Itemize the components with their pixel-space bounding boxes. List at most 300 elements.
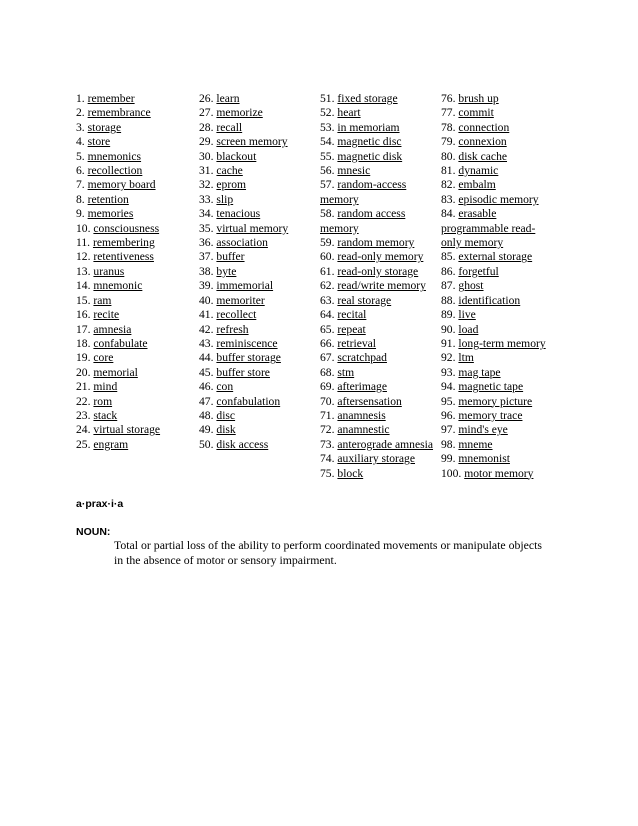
word-list-item bbox=[199, 438, 320, 452]
word-link[interactable]: dynamic bbox=[458, 164, 499, 178]
item-number: 25. bbox=[76, 437, 91, 451]
item-number: 69. bbox=[320, 380, 335, 394]
word-column-1 bbox=[76, 92, 199, 481]
item-number: 94. bbox=[441, 380, 456, 394]
item-number: 21. bbox=[76, 380, 91, 394]
word-link[interactable]: stack bbox=[93, 408, 118, 422]
word-link[interactable]: byte bbox=[216, 264, 237, 278]
word-link[interactable]: disk bbox=[216, 423, 236, 437]
word-link[interactable]: motor memory bbox=[464, 466, 534, 480]
definition-headword: a·prax·i·a bbox=[76, 498, 124, 510]
word-link[interactable]: scratchpad bbox=[337, 351, 387, 365]
word-list-item bbox=[320, 92, 441, 106]
item-number: 19. bbox=[76, 351, 91, 365]
item-number: 63. bbox=[320, 293, 335, 307]
part-of-speech-label: NOUN: bbox=[76, 526, 111, 538]
word-link[interactable]: memory picture bbox=[458, 394, 533, 408]
word-link[interactable]: reminiscence bbox=[216, 336, 278, 350]
word-list-item bbox=[76, 92, 199, 106]
item-number: 90. bbox=[441, 322, 456, 336]
word-link[interactable]: anamnestic bbox=[337, 423, 390, 437]
word-link[interactable]: confabulation bbox=[216, 394, 281, 408]
item-number: 16. bbox=[76, 308, 91, 322]
word-link[interactable]: retentiveness bbox=[93, 250, 154, 264]
item-number: 67. bbox=[320, 351, 335, 365]
word-list-item bbox=[76, 150, 199, 164]
word-list-item bbox=[199, 323, 320, 337]
word-list-item bbox=[199, 423, 320, 437]
word-list-item bbox=[76, 222, 199, 236]
item-number: 78. bbox=[441, 120, 456, 134]
word-list-item bbox=[441, 423, 554, 437]
word-list-item bbox=[441, 380, 554, 394]
word-link[interactable]: block bbox=[337, 466, 364, 480]
item-number: 64. bbox=[320, 308, 335, 322]
item-number: 53. bbox=[320, 120, 335, 134]
word-list-item bbox=[199, 207, 320, 221]
word-list-item bbox=[320, 294, 441, 308]
item-number: 98. bbox=[441, 437, 456, 451]
word-link[interactable]: fixed storage bbox=[337, 92, 398, 105]
item-number: 49. bbox=[199, 423, 214, 437]
word-link[interactable]: slip bbox=[216, 192, 234, 206]
word-list-item bbox=[320, 323, 441, 337]
item-number: 30. bbox=[199, 149, 214, 163]
item-number: 20. bbox=[76, 365, 91, 379]
word-link[interactable]: immemorial bbox=[216, 279, 274, 293]
item-number: 73. bbox=[320, 437, 335, 451]
word-link[interactable]: external storage bbox=[458, 250, 533, 264]
word-link[interactable]: mag tape bbox=[458, 365, 501, 379]
item-number: 79. bbox=[441, 135, 456, 149]
word-list-item bbox=[441, 395, 554, 409]
word-link[interactable]: commit bbox=[458, 106, 494, 120]
item-number: 15. bbox=[76, 293, 91, 307]
item-number: 12. bbox=[76, 250, 91, 264]
word-link[interactable]: virtual memory bbox=[216, 221, 289, 235]
word-link[interactable]: storage bbox=[87, 120, 122, 134]
item-number: 8. bbox=[76, 192, 85, 206]
word-list-item bbox=[76, 409, 199, 423]
item-number: 91. bbox=[441, 336, 456, 350]
item-number: 7. bbox=[76, 178, 85, 192]
word-link[interactable]: episodic memory bbox=[458, 192, 539, 206]
word-link[interactable]: auxiliary storage bbox=[337, 452, 415, 466]
item-number: 3. bbox=[76, 120, 85, 134]
word-list-item bbox=[441, 308, 554, 322]
item-number: 37. bbox=[199, 250, 214, 264]
item-number: 97. bbox=[441, 423, 456, 437]
item-number: 6. bbox=[76, 164, 85, 178]
item-number: 72. bbox=[320, 423, 335, 437]
item-number: 28. bbox=[199, 120, 214, 134]
item-number: 80. bbox=[441, 149, 456, 163]
word-link[interactable]: mind bbox=[93, 380, 118, 394]
word-list-item bbox=[199, 164, 320, 178]
item-number: 93. bbox=[441, 365, 456, 379]
item-number: 83. bbox=[441, 192, 456, 206]
word-link[interactable]: remembrance bbox=[87, 106, 151, 120]
item-number: 46. bbox=[199, 380, 214, 394]
item-number: 14. bbox=[76, 279, 91, 293]
word-list-item bbox=[320, 164, 441, 178]
word-link[interactable]: recollect bbox=[216, 308, 257, 322]
word-link[interactable]: ram bbox=[93, 293, 112, 307]
item-number: 50. bbox=[199, 437, 214, 451]
item-number: 76. bbox=[441, 92, 456, 105]
word-list-item bbox=[320, 207, 441, 236]
word-link[interactable]: afterimage bbox=[337, 380, 387, 394]
word-list-item bbox=[441, 92, 554, 106]
word-link[interactable]: long-term memory bbox=[458, 336, 546, 350]
word-list-item bbox=[199, 337, 320, 351]
word-column-2 bbox=[199, 92, 320, 481]
word-link[interactable]: uranus bbox=[93, 264, 125, 278]
word-list-item bbox=[76, 423, 199, 437]
word-list-item bbox=[441, 193, 554, 207]
word-link[interactable]: cache bbox=[216, 164, 243, 178]
word-list-item bbox=[320, 121, 441, 135]
item-number: 74. bbox=[320, 452, 335, 466]
word-list-item bbox=[441, 207, 554, 250]
word-list-item bbox=[320, 351, 441, 365]
word-list-item bbox=[199, 106, 320, 120]
item-number: 13. bbox=[76, 264, 91, 278]
word-column-4 bbox=[441, 92, 554, 481]
word-link[interactable]: engram bbox=[93, 437, 129, 451]
item-number: 85. bbox=[441, 250, 456, 264]
word-list-table bbox=[76, 92, 554, 481]
word-link[interactable]: read/write memory bbox=[337, 279, 426, 293]
word-list-item bbox=[199, 351, 320, 365]
item-number: 24. bbox=[76, 423, 91, 437]
word-link[interactable]: recite bbox=[93, 308, 120, 322]
word-list-item bbox=[441, 337, 554, 351]
item-number: 36. bbox=[199, 236, 214, 250]
word-link[interactable]: disk cache bbox=[458, 149, 508, 163]
word-link[interactable]: blackout bbox=[216, 149, 257, 163]
item-number: 95. bbox=[441, 394, 456, 408]
item-number: 5. bbox=[76, 149, 85, 163]
word-link[interactable]: read-only memory bbox=[337, 250, 424, 264]
word-list-item bbox=[199, 222, 320, 236]
item-number: 54. bbox=[320, 135, 335, 149]
word-link[interactable]: real storage bbox=[337, 293, 392, 307]
word-list-item bbox=[76, 308, 199, 322]
word-list-item bbox=[320, 106, 441, 120]
word-link[interactable]: ltm bbox=[458, 351, 474, 365]
definition-text: Total or partial loss of the ability to perform coordinated movements or manipulate objects in the absence of motor or sensory impairment. bbox=[114, 538, 543, 567]
word-list-item bbox=[199, 366, 320, 380]
word-list-item bbox=[199, 193, 320, 207]
item-number: 61. bbox=[320, 264, 335, 278]
word-list-item bbox=[76, 366, 199, 380]
item-number: 23. bbox=[76, 408, 91, 422]
item-number: 58. bbox=[320, 207, 335, 221]
word-list-item bbox=[441, 265, 554, 279]
word-list-item bbox=[320, 250, 441, 264]
word-list-item bbox=[76, 438, 199, 452]
word-link[interactable]: mnemonics bbox=[87, 149, 142, 163]
item-number: 88. bbox=[441, 293, 456, 307]
item-number: 22. bbox=[76, 394, 91, 408]
word-link[interactable]: mneme bbox=[458, 437, 493, 451]
word-link[interactable]: screen memory bbox=[216, 135, 288, 149]
item-number: 48. bbox=[199, 408, 214, 422]
item-number: 26. bbox=[199, 92, 214, 105]
word-link[interactable]: remember bbox=[87, 92, 135, 105]
item-number: 17. bbox=[76, 322, 91, 336]
word-link[interactable]: random memory bbox=[337, 236, 415, 250]
word-link[interactable]: buffer bbox=[216, 250, 245, 264]
item-number: 62. bbox=[320, 279, 335, 293]
item-number: 32. bbox=[199, 178, 214, 192]
item-number: 77. bbox=[441, 106, 456, 120]
word-column-3 bbox=[320, 92, 441, 481]
item-number: 81. bbox=[441, 164, 456, 178]
word-list-item bbox=[320, 409, 441, 423]
word-list-item bbox=[76, 395, 199, 409]
word-list-item bbox=[441, 178, 554, 192]
word-link[interactable]: erasable programmable read-only memory bbox=[441, 207, 536, 250]
item-number: 86. bbox=[441, 264, 456, 278]
item-number: 59. bbox=[320, 236, 335, 250]
item-number: 82. bbox=[441, 178, 456, 192]
word-link[interactable]: amnesia bbox=[93, 322, 132, 336]
word-link[interactable]: repeat bbox=[337, 322, 366, 336]
word-list-item bbox=[320, 395, 441, 409]
item-number: 45. bbox=[199, 365, 214, 379]
word-link[interactable]: in memoriam bbox=[337, 120, 400, 134]
word-list-item bbox=[199, 279, 320, 293]
word-list-item bbox=[441, 467, 554, 481]
word-list-item bbox=[320, 150, 441, 164]
word-link[interactable]: load bbox=[458, 322, 479, 336]
word-list-item bbox=[76, 265, 199, 279]
word-list-item bbox=[441, 106, 554, 120]
word-link[interactable]: magnetic disc bbox=[337, 135, 402, 149]
word-link[interactable]: remembering bbox=[92, 236, 155, 250]
word-link[interactable]: confabulate bbox=[93, 336, 148, 350]
word-list-item bbox=[199, 250, 320, 264]
word-list-item bbox=[76, 294, 199, 308]
word-link[interactable]: memorial bbox=[93, 365, 138, 379]
word-list-item bbox=[441, 323, 554, 337]
word-link[interactable]: magnetic disk bbox=[337, 149, 403, 163]
word-list-item bbox=[199, 409, 320, 423]
word-list-item bbox=[320, 265, 441, 279]
item-number: 9. bbox=[76, 207, 85, 221]
item-number: 1. bbox=[76, 92, 85, 105]
word-list-item bbox=[76, 106, 199, 120]
word-link[interactable]: buffer storage bbox=[216, 351, 281, 365]
word-link[interactable]: memoriter bbox=[216, 293, 265, 307]
word-list-item bbox=[76, 121, 199, 135]
item-number: 2. bbox=[76, 106, 85, 120]
item-number: 10. bbox=[76, 221, 91, 235]
word-list-item bbox=[441, 279, 554, 293]
word-link[interactable]: retrieval bbox=[337, 336, 377, 350]
item-number: 18. bbox=[76, 336, 91, 350]
word-link[interactable]: anamnesis bbox=[337, 408, 386, 422]
item-number: 68. bbox=[320, 365, 335, 379]
word-link[interactable]: anterograde amnesia bbox=[337, 437, 434, 451]
word-list-item bbox=[76, 164, 199, 178]
word-link[interactable]: store bbox=[87, 135, 111, 149]
word-link[interactable]: virtual storage bbox=[93, 423, 161, 437]
word-link[interactable]: rom bbox=[93, 394, 113, 408]
word-link[interactable]: stm bbox=[337, 365, 355, 379]
item-number: 41. bbox=[199, 308, 214, 322]
item-number: 57. bbox=[320, 178, 335, 192]
word-list-item bbox=[76, 250, 199, 264]
word-list-item bbox=[76, 178, 199, 192]
word-link[interactable]: live bbox=[458, 308, 476, 322]
word-list-item bbox=[76, 207, 199, 221]
word-link[interactable]: aftersensation bbox=[337, 394, 402, 408]
item-number: 43. bbox=[199, 336, 214, 350]
item-number: 75. bbox=[320, 466, 335, 480]
word-link[interactable]: memory board bbox=[87, 178, 156, 192]
word-link[interactable]: association bbox=[216, 236, 268, 250]
item-number: 47. bbox=[199, 394, 214, 408]
word-link[interactable]: identification bbox=[458, 293, 521, 307]
item-number: 42. bbox=[199, 322, 214, 336]
item-number: 87. bbox=[441, 279, 456, 293]
item-number: 71. bbox=[320, 408, 335, 422]
word-list-item bbox=[199, 92, 320, 106]
word-list-item bbox=[441, 250, 554, 264]
word-list-item bbox=[441, 452, 554, 466]
word-link[interactable]: random access memory bbox=[320, 207, 406, 235]
item-number: 31. bbox=[199, 164, 214, 178]
word-list-item bbox=[199, 308, 320, 322]
word-list-item bbox=[441, 164, 554, 178]
word-link[interactable]: memory trace bbox=[458, 408, 523, 422]
word-list-item bbox=[76, 193, 199, 207]
word-list-item bbox=[441, 366, 554, 380]
word-link[interactable]: refresh bbox=[216, 322, 249, 336]
item-number: 65. bbox=[320, 322, 335, 336]
item-number: 99. bbox=[441, 452, 456, 466]
word-list-item bbox=[76, 337, 199, 351]
word-link[interactable]: memories bbox=[87, 207, 134, 221]
word-link[interactable]: magnetic tape bbox=[458, 380, 524, 394]
word-link[interactable]: recollection bbox=[87, 164, 143, 178]
item-number: 96. bbox=[441, 408, 456, 422]
word-list-item bbox=[441, 135, 554, 149]
word-list-item bbox=[199, 380, 320, 394]
word-list-item bbox=[320, 467, 441, 481]
word-list-item bbox=[199, 395, 320, 409]
word-list-item bbox=[320, 236, 441, 250]
word-link[interactable]: connection bbox=[458, 120, 510, 134]
word-list-item bbox=[76, 236, 199, 250]
word-link[interactable]: random-access memory bbox=[320, 178, 407, 206]
word-list-item bbox=[441, 409, 554, 423]
word-list-item bbox=[76, 279, 199, 293]
word-link[interactable]: disk access bbox=[216, 437, 269, 451]
word-list-item bbox=[441, 438, 554, 452]
item-number: 35. bbox=[199, 221, 214, 235]
word-list-item bbox=[441, 351, 554, 365]
word-list-item bbox=[199, 178, 320, 192]
word-list-item bbox=[320, 308, 441, 322]
word-list-item bbox=[199, 150, 320, 164]
word-link[interactable]: core bbox=[93, 351, 114, 365]
word-list-item bbox=[199, 236, 320, 250]
word-link[interactable]: brush up bbox=[458, 92, 499, 105]
word-link[interactable]: ghost bbox=[458, 279, 484, 293]
word-list-item bbox=[320, 452, 441, 466]
item-number: 40. bbox=[199, 293, 214, 307]
item-number: 39. bbox=[199, 279, 214, 293]
word-link[interactable]: mnemonist bbox=[458, 452, 510, 466]
word-list-item bbox=[441, 294, 554, 308]
word-link[interactable]: read-only storage bbox=[337, 264, 419, 278]
word-link[interactable]: recital bbox=[337, 308, 367, 322]
word-list-item bbox=[320, 380, 441, 394]
word-list-item bbox=[320, 366, 441, 380]
item-number: 44. bbox=[199, 351, 214, 365]
item-number: 84. bbox=[441, 207, 456, 221]
item-number: 89. bbox=[441, 308, 456, 322]
word-list-item bbox=[320, 279, 441, 293]
word-list-item bbox=[320, 178, 441, 207]
item-number: 29. bbox=[199, 135, 214, 149]
word-list-item bbox=[199, 265, 320, 279]
item-number: 52. bbox=[320, 106, 335, 120]
word-link[interactable]: mind's eye bbox=[458, 423, 508, 437]
word-link[interactable]: buffer store bbox=[216, 365, 270, 379]
word-list-item bbox=[320, 135, 441, 149]
word-link[interactable]: consciousness bbox=[93, 221, 160, 235]
word-link[interactable]: forgetful bbox=[458, 264, 499, 278]
item-number: 27. bbox=[199, 106, 214, 120]
word-list-item bbox=[76, 323, 199, 337]
word-link[interactable]: tenacious bbox=[216, 207, 261, 221]
item-number: 51. bbox=[320, 92, 335, 105]
word-list-item bbox=[320, 438, 441, 452]
word-list-item bbox=[199, 294, 320, 308]
word-list-item bbox=[441, 150, 554, 164]
item-number: 33. bbox=[199, 192, 214, 206]
word-link[interactable]: retention bbox=[87, 192, 129, 206]
item-number: 100. bbox=[441, 466, 462, 480]
word-link[interactable]: learn bbox=[216, 92, 240, 105]
word-list-item bbox=[76, 135, 199, 149]
word-link[interactable]: heart bbox=[337, 106, 361, 120]
word-link[interactable]: eprom bbox=[216, 178, 247, 192]
item-number: 11. bbox=[76, 236, 91, 250]
word-link[interactable]: memorize bbox=[216, 106, 263, 120]
word-link[interactable]: embalm bbox=[458, 178, 496, 192]
item-number: 34. bbox=[199, 207, 214, 221]
word-list-item bbox=[76, 351, 199, 365]
word-link[interactable]: disc bbox=[216, 408, 236, 422]
item-number: 66. bbox=[320, 336, 335, 350]
item-number: 56. bbox=[320, 164, 335, 178]
word-link[interactable]: mnemonic bbox=[93, 279, 143, 293]
word-list-item bbox=[199, 121, 320, 135]
word-list-item bbox=[320, 423, 441, 437]
item-number: 55. bbox=[320, 149, 335, 163]
word-link[interactable]: connexion bbox=[458, 135, 507, 149]
word-link[interactable]: recall bbox=[216, 120, 243, 134]
word-link[interactable]: mnesic bbox=[337, 164, 371, 178]
word-link[interactable]: con bbox=[216, 380, 234, 394]
item-number: 70. bbox=[320, 394, 335, 408]
